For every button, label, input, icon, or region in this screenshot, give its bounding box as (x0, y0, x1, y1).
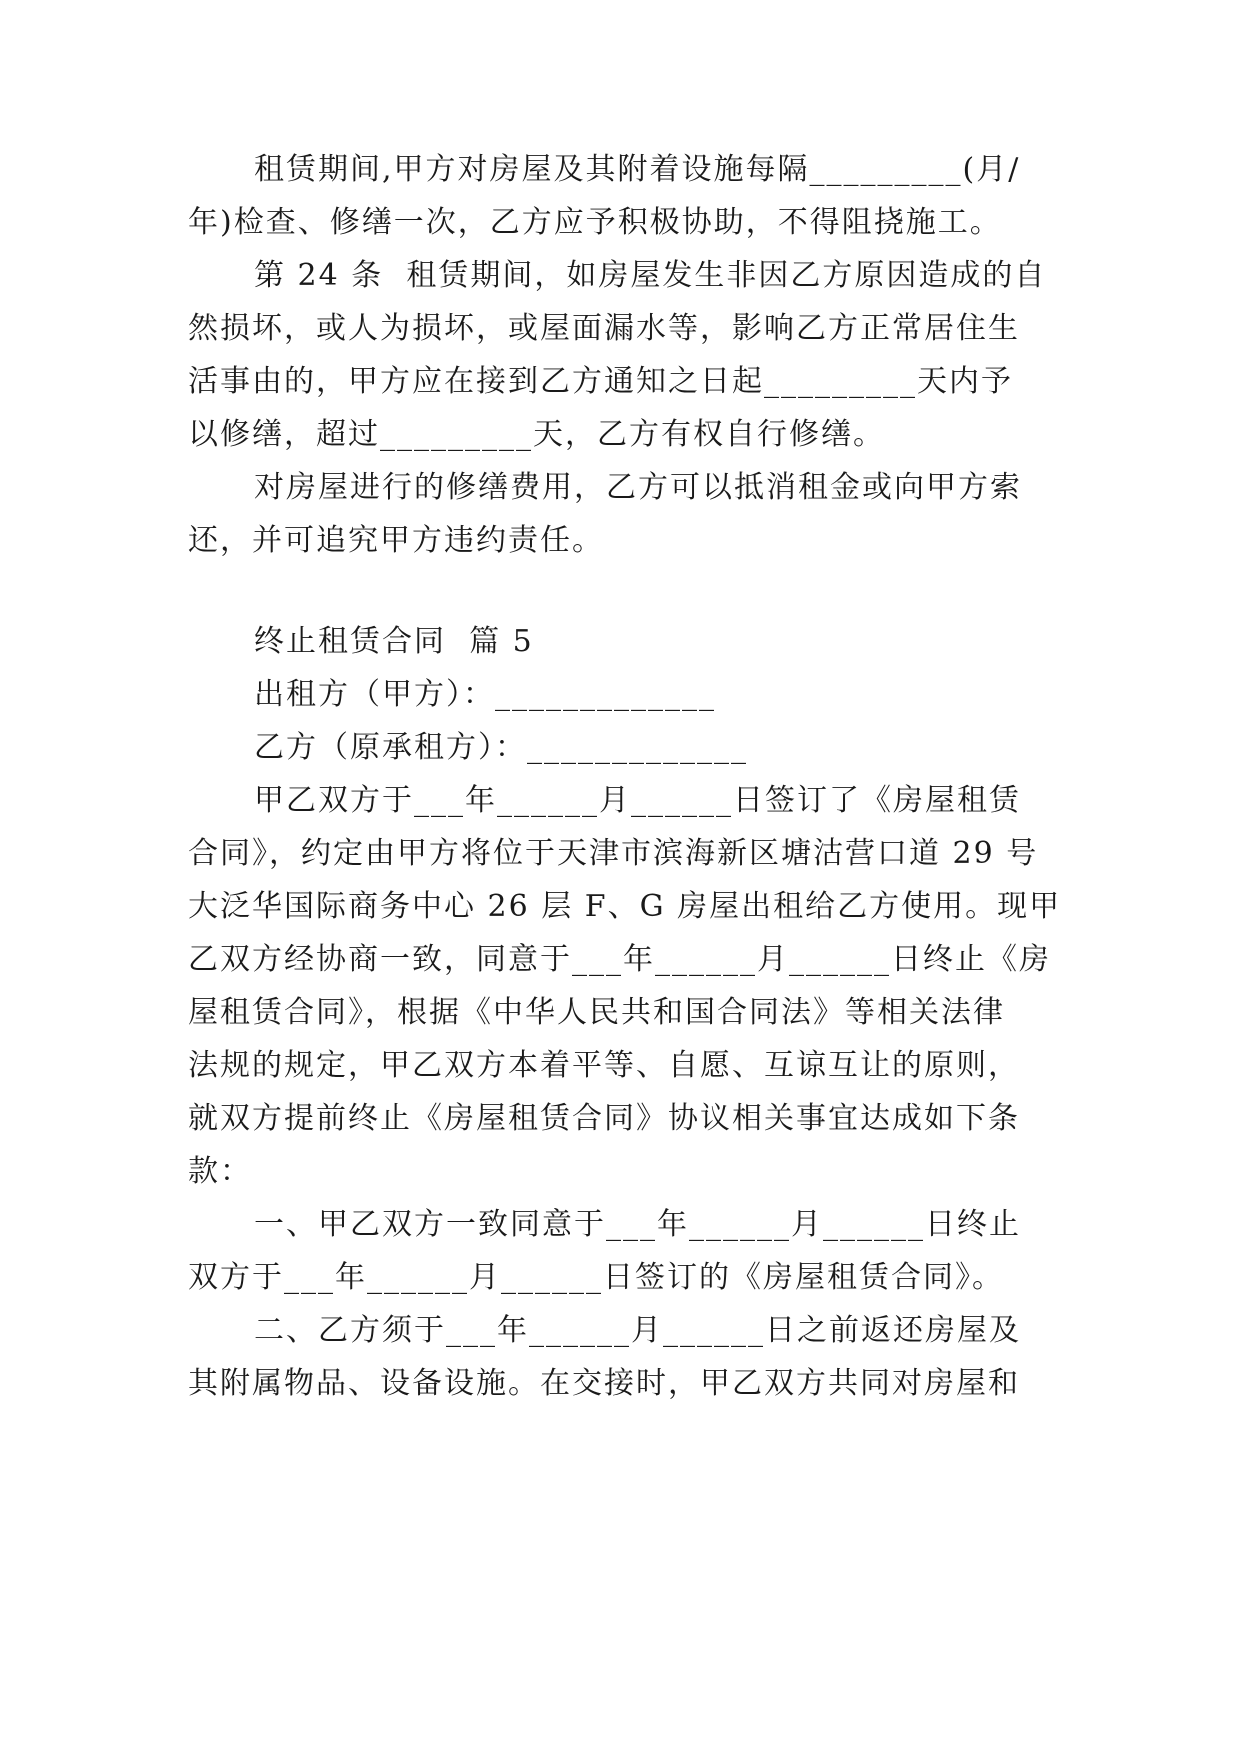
text-line: 以修缮，超过_________天，乙方有权自行修缮。 (188, 417, 885, 452)
text-line: 然损坏，或人为损坏，或屋面漏水等，影响乙方正常居住生 (188, 311, 1020, 346)
section-heading: 终止租赁合同 篇 5 (254, 624, 534, 659)
text-line: 活事由的，甲方应在接到乙方通知之日起_________天内予 (188, 364, 1013, 399)
text-line: 第 24 条 租赁期间，如房屋发生非因乙方原因造成的自 (254, 258, 1047, 293)
lessor-field: 出租方（甲方）：_____________ (254, 677, 716, 712)
text-line: 对房屋进行的修缮费用，乙方可以抵消租金或向甲方索 (254, 470, 1022, 505)
text-line: 乙双方经协商一致，同意于___年______月______日终止《房 (188, 942, 1051, 977)
text-line: 其附属物品、设备设施。在交接时，甲乙双方共同对房屋和 (188, 1366, 1020, 1401)
text-line: 合同》，约定由甲方将位于天津市滨海新区塘沽营口道 29 号 (188, 836, 1039, 871)
text-line: 还，并可追究甲方违约责任。 (188, 523, 604, 558)
text-line: 租赁期间,甲方对房屋及其附着设施每隔_________(月/ (254, 152, 1021, 187)
text-line: 大泛华国际商务中心 26 层 F、G 房屋出租给乙方使用。现甲 (188, 889, 1062, 924)
lessee-field: 乙方（原承租方）：_____________ (254, 730, 748, 765)
text-line: 甲乙双方于___年______月______日签订了《房屋租赁 (254, 783, 1021, 818)
text-line: 年)检查、修缮一次，乙方应予积极协助，不得阻挠施工。 (188, 205, 1002, 240)
clause-1: 一、甲乙双方一致同意于___年______月______日终止 (254, 1207, 1021, 1242)
text-line: 双方于___年______月______日签订的《房屋租赁合同》。 (188, 1260, 1004, 1295)
text-line: 屋租赁合同》，根据《中华人民共和国合同法》等相关法律 (188, 995, 1005, 1030)
text-line: 款： (188, 1154, 252, 1189)
clause-2: 二、乙方须于___年______月______日之前返还房屋及 (254, 1313, 1021, 1348)
text-line: 就双方提前终止《房屋租赁合同》协议相关事宜达成如下条 (188, 1101, 1020, 1136)
text-line: 法规的规定，甲乙双方本着平等、自愿、互谅互让的原则， (188, 1048, 1020, 1083)
